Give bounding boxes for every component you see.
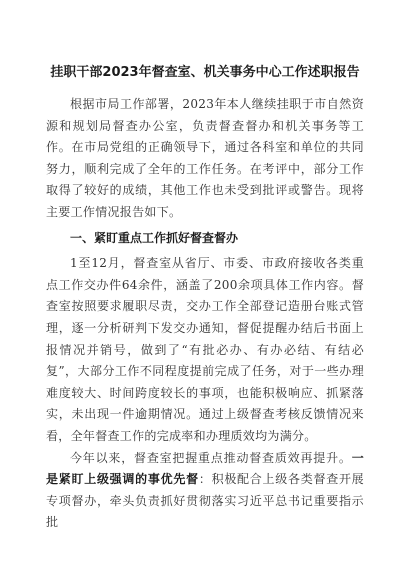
intro-paragraph: 根据市局工作部署，2023年本人继续挂职于市自然资源和规划局督查办公室，负责督查督办和机关事务等工作。在市局党组的正确领导下，通过各科室和单位的共同努力，顺利完成了全年的工作任务。在考评中，部分工作取得了较好的成绩，其他工作也未受到批评或警告。现将主要工作情况报告如下。	[46, 97, 364, 219]
paragraph-lead-text: 今年以来，督查室把握重点推动督查质效再提升。	[70, 450, 352, 465]
paragraph-text: ：积极配合上级各类督查开展专项督办，牵头负责抓好贯彻落实习近平总书记重要指示批	[46, 472, 364, 530]
section-heading: 一、紧盯重点工作抓好督查督办	[70, 230, 239, 245]
section-paragraph	[46, 448, 364, 534]
section-paragraph: 1至12月，督查室从省厅、市委、市政府接收各类重点工作交办件64余件，涵盖了200余项具体工作内容。督查室按照要求履职尽责，交办工作全部登记造册台账式管理，逐一分析研判下发交办通知，督促提醒办结后书面上报情况并销号，做到了“有批必办、有办必结、有结必复”，大部分工作不同程度提前完成了任务，对于一些办理难度较大、时间跨度较长的事项，也能积极响应、抓紧落实，未出现一件逾期情况。通过上级督查考核反馈情况来看，全年督查工作的完成率和办理质效均为满分。	[46, 256, 364, 443]
document-title: 挂职干部2023年督查室、机关事务中心工作述职报告	[50, 65, 360, 80]
bold-lead-phrase: 一是紧盯上级强调的事优先督	[46, 450, 364, 487]
